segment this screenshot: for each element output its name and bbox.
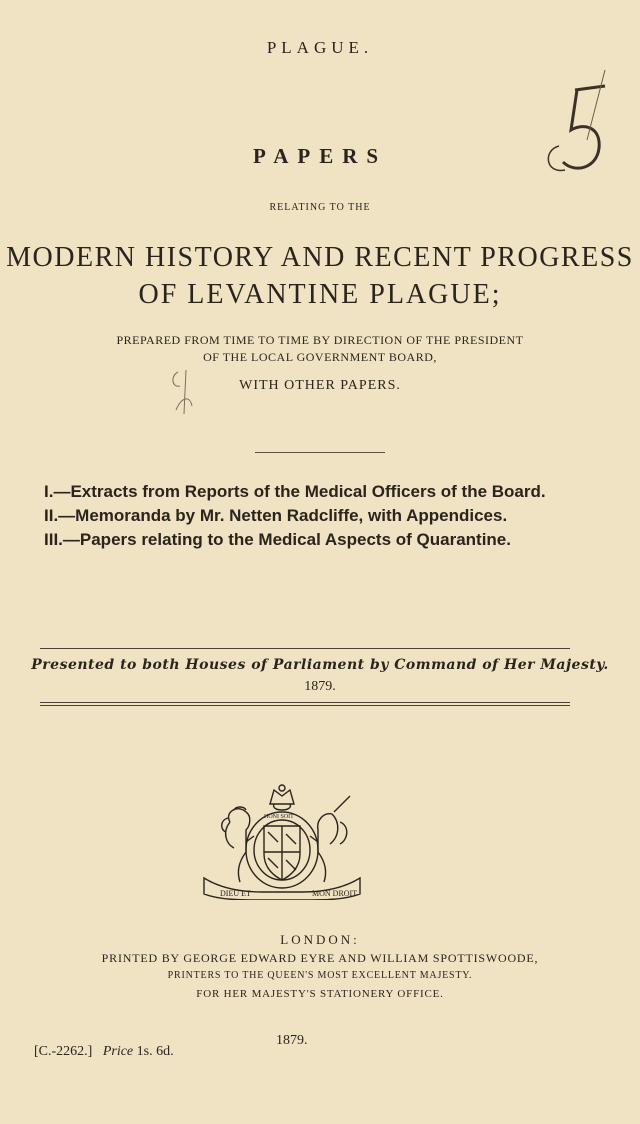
- handwritten-number-mark: [535, 70, 615, 190]
- divider-rule: [40, 648, 570, 649]
- garter-motto: HONI SOIT: [264, 814, 294, 820]
- imprint-printed-by: PRINTED BY GEORGE EDWARD EYRE AND WILLIAM SPOTTISWOODE,: [101, 951, 539, 965]
- price-line: [34, 1044, 174, 1060]
- pencil-margin-mark: [168, 366, 208, 416]
- imprint-place: LONDON:: [280, 932, 360, 947]
- divider-rule: [40, 705, 570, 706]
- contents-item: I.—Extracts from Reports of the Medical Officers of the Board.: [44, 482, 546, 501]
- presented-line: Presented to both Houses of Parliament by Command of Her Majesty.: [31, 657, 609, 673]
- royal-coat-of-arms: [200, 782, 365, 900]
- motto-right: MON DROIT: [312, 889, 358, 898]
- command-number: [C.-2262.]: [34, 1044, 93, 1059]
- contents-list: [44, 480, 546, 552]
- prepared-line-2: OF THE LOCAL GOVERNMENT BOARD,: [203, 350, 437, 364]
- presentation-year: 1879.: [304, 679, 336, 694]
- imprint-year: 1879.: [276, 1033, 308, 1048]
- imprint-printers: PRINTERS TO THE QUEEN'S MOST EXCELLENT MAJESTY.: [167, 970, 473, 981]
- contents-item: II.—Memoranda by Mr. Netten Radcliffe, with Appendices.: [44, 506, 508, 525]
- price-label: Price: [102, 1044, 134, 1059]
- papers-heading: PAPERS: [252, 144, 388, 168]
- main-title-line-1: MODERN HISTORY AND RECENT PROGRESS: [6, 242, 634, 273]
- motto-left: DIEU ET: [220, 889, 251, 898]
- divider-rule: [255, 452, 385, 453]
- with-other-papers: WITH OTHER PAPERS.: [239, 378, 401, 393]
- contents-item: III.—Papers relating to the Medical Aspects of Quarantine.: [44, 530, 511, 549]
- prepared-line-1: PREPARED FROM TIME TO TIME BY DIRECTION OF THE PRESIDENT: [116, 333, 524, 347]
- relating-line: RELATING TO THE: [269, 202, 371, 213]
- divider-rule: [40, 702, 570, 703]
- imprint-stationery: FOR HER MAJESTY'S STATIONERY OFFICE.: [196, 988, 444, 1000]
- price-value: 1s. 6d.: [136, 1044, 174, 1059]
- running-head: PLAGUE.: [266, 38, 374, 57]
- main-title-line-2: OF LEVANTINE PLAGUE;: [138, 279, 502, 310]
